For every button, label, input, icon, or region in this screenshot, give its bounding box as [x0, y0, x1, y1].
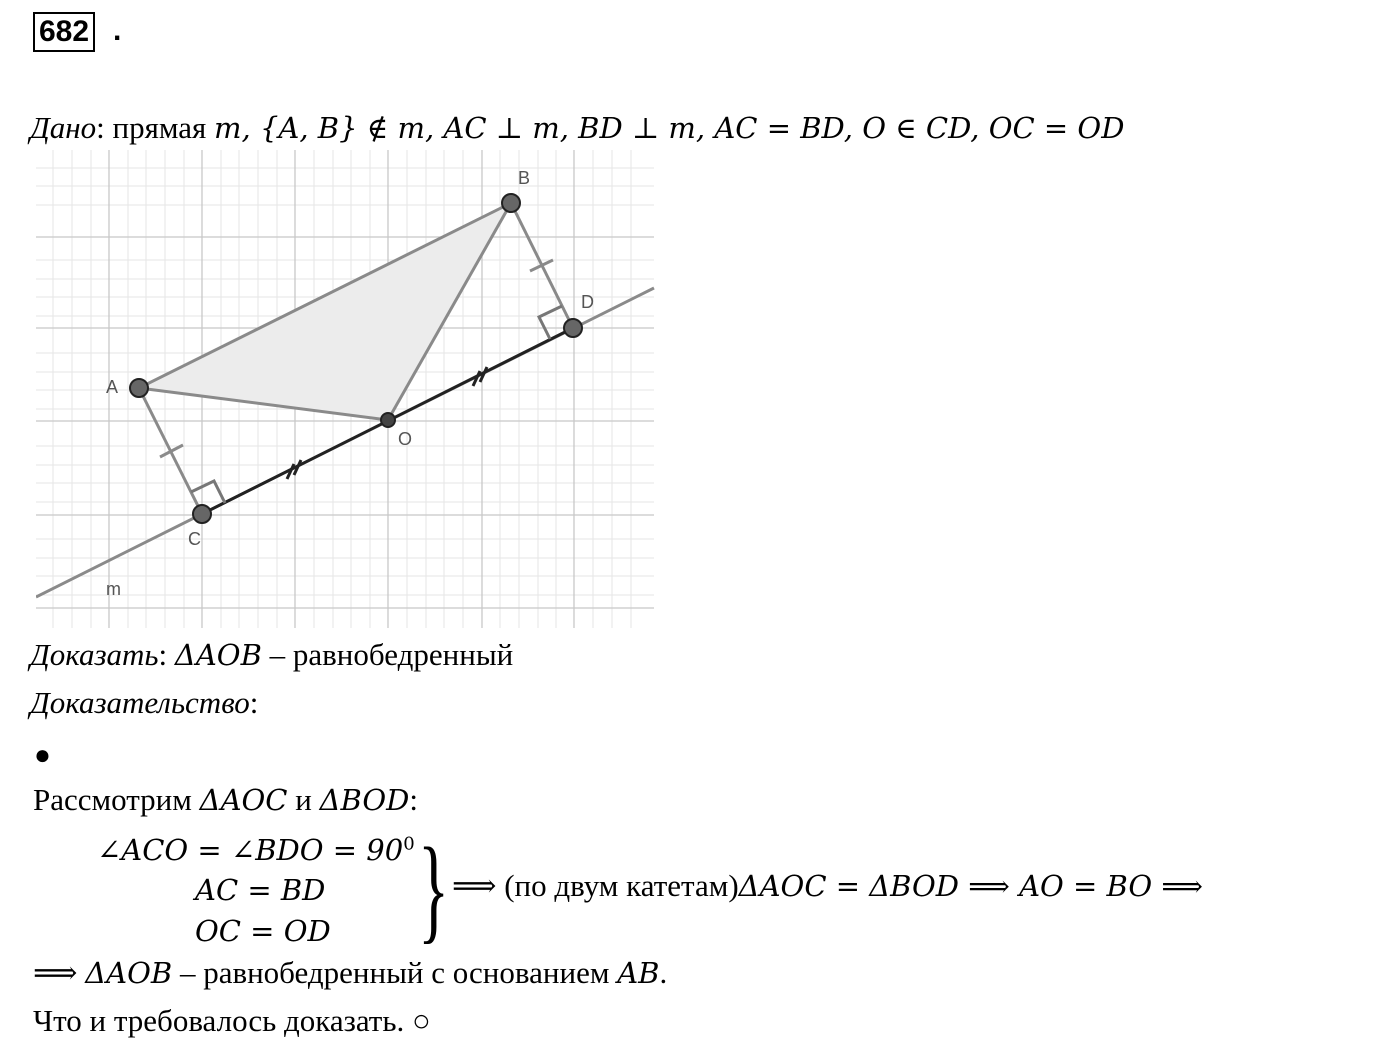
system-line-1: ∠ACO = ∠BDO = $90^0$ [97, 833, 415, 867]
system-line-3: OC = OD [195, 914, 331, 948]
conclusion2-base: AB [617, 956, 660, 990]
proof-label: Доказательство [30, 685, 250, 720]
conclusion1-text: (по двум катетам) [504, 868, 739, 903]
system-line-2: AC = BD [195, 873, 326, 907]
conclusion-line-2 [33, 955, 667, 991]
problem-number-dot: . [113, 14, 122, 47]
conclusion-line-1 [452, 868, 1203, 904]
consider-tri2: ΔBOD [319, 783, 410, 817]
label-b: B [518, 168, 531, 188]
conclusion2-arrow: ⟹ [33, 955, 86, 990]
label-d: D [581, 292, 594, 312]
point-b [502, 194, 520, 212]
conclusion2-end: . [659, 955, 668, 990]
given-line: Дано: прямая m, {A, B} ∉ m, AC ⊥ m, BD ⊥ m, AC = BD, O ∈ CD, OC = OD [30, 110, 1125, 145]
geometry-figure [36, 150, 658, 632]
prove-label: Доказать [30, 637, 159, 672]
label-c: C [188, 529, 201, 549]
label-a: A [106, 377, 119, 397]
label-o: O [398, 429, 413, 449]
prove-line: Доказать: ΔAOB – равнобедренный [30, 637, 514, 672]
given-text: прямая [112, 110, 215, 145]
given-label: Дано [30, 110, 97, 145]
point-c [193, 505, 211, 523]
conclusion2-text: – равнобедренный с основанием [172, 955, 618, 990]
proof-heading: Доказательство: [30, 685, 259, 720]
consider-prefix: Рассмотрим [33, 782, 200, 817]
consider-line [33, 782, 418, 818]
right-brace: } [418, 823, 450, 954]
prove-math: ΔAOB [174, 638, 262, 672]
point-d [564, 319, 582, 337]
conclusion1-arrow: ⟹ [452, 868, 505, 903]
point-o [381, 413, 395, 427]
label-m: m [106, 579, 121, 599]
bullet: ● [34, 740, 51, 771]
consider-tri1: ΔAOC [199, 783, 288, 817]
given-math: m, {A, B} ∉ m, AC ⊥ m, BD ⊥ m, AC = BD, O ∈ CD, OC = OD [214, 111, 1125, 145]
qed-line: Что и требовалось доказать. ○ [33, 1003, 431, 1038]
consider-mid: и [287, 782, 320, 817]
prove-text: – равнобедренный [261, 637, 514, 672]
consider-suffix: : [409, 782, 419, 817]
conclusion2-math: ΔAOB [85, 956, 173, 990]
conclusion1-math: ΔAOC = ΔBOD ⟹ AO = BO ⟹ [738, 869, 1203, 903]
problem-number: 682 [33, 12, 95, 52]
point-a [130, 379, 148, 397]
